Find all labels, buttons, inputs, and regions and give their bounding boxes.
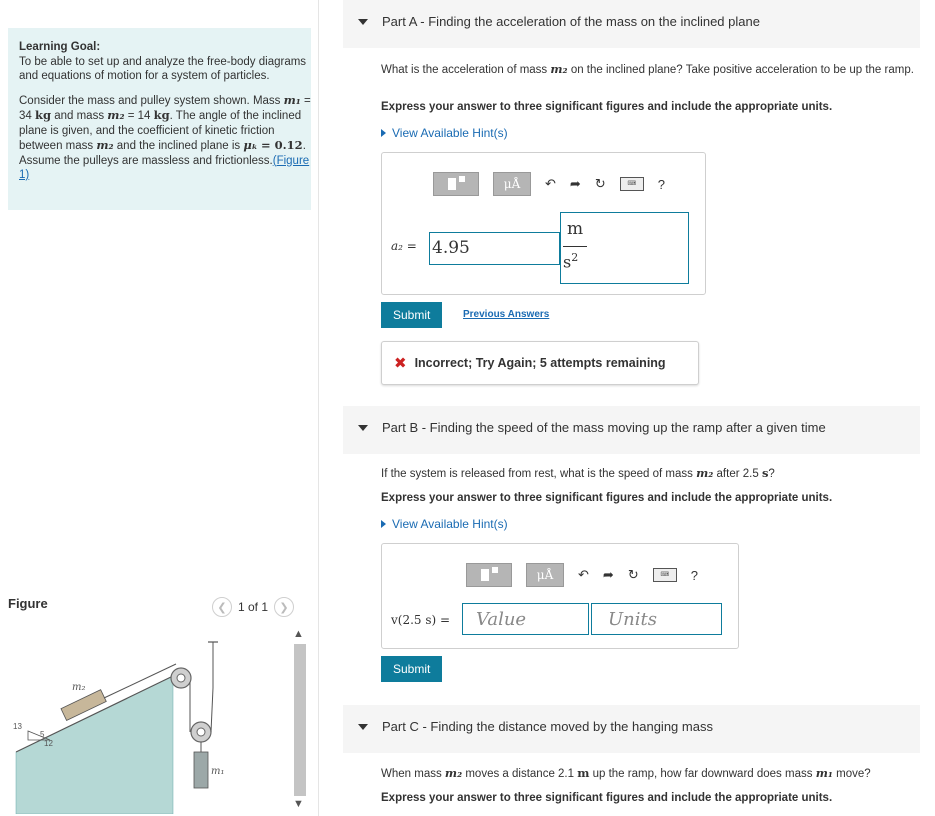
part-c-header[interactable] [343,705,920,753]
collapse-icon [358,724,368,730]
part-b-title: Part B - Finding the speed of the mass moving up the ramp after a given time [382,420,826,435]
reset-icon[interactable]: ↻ [627,567,639,582]
pulley-figure [8,628,288,814]
figure-scrollbar[interactable] [291,628,307,814]
reset-icon[interactable]: ↻ [594,176,606,191]
collapse-icon [358,425,368,431]
part-c-question: When mass m₂ moves a distance 2.1 m up the ramp, how far downward does mass m₁ move? [381,766,871,780]
part-a-toolbar [433,172,665,196]
keyboard-icon[interactable]: ⌨ [653,568,677,582]
part-b-header[interactable] [343,406,920,454]
part-a-header[interactable] [343,0,920,48]
label-m2: m₂ [72,682,86,693]
part-a-answer-box [381,152,706,295]
part-b-question: If the system is released from rest, what is the speed of mass m₂ after 2.5 s? [381,466,775,480]
part-c-title: Part C - Finding the distance moved by the hanging mass [382,719,713,734]
a2-label: a₂ = [391,239,417,253]
figure-pager-label: 1 of 1 [238,600,269,614]
undo-icon[interactable]: ↶ [545,176,556,191]
part-a-submit-button[interactable]: Submit [381,302,442,328]
part-a-hint-link[interactable]: View Available Hint(s) [381,126,508,140]
learning-goal-heading: Learning Goal: [19,41,101,53]
part-c-instruction: Express your answer to three significant figures and include the appropriate units. [381,792,833,804]
label-13: 13 [13,722,22,731]
collapse-icon [358,19,368,25]
next-figure-button[interactable]: ❯ [274,597,294,617]
scrollbar-thumb[interactable] [294,644,306,796]
part-b-toolbar [466,563,698,587]
figure-pager [212,597,294,617]
scroll-up-icon[interactable]: ▲ [293,628,304,640]
v-value-input[interactable]: Value [462,603,589,635]
part-b-submit-button[interactable]: Submit [381,656,442,682]
help-button[interactable]: ? [657,176,665,192]
part-a-question: What is the acceleration of mass m₂ on the inclined plane? Take positive acceleration to be up the ramp. [381,62,914,76]
left-panel [0,0,319,816]
hint-expand-icon [381,129,386,137]
redo-icon[interactable]: ➦ [569,176,581,191]
figure-title: Figure [8,596,48,611]
previous-answers-link[interactable]: Previous Answers [463,309,550,320]
block-m1 [194,752,208,788]
label-5: 5 [40,730,45,739]
label-12: 12 [44,739,53,748]
v-label: v(2.5 s) = [391,613,451,627]
hint-expand-icon [381,520,386,528]
templates-button[interactable] [466,563,512,587]
scroll-down-icon[interactable]: ▼ [293,798,304,810]
part-a-instruction: Express your answer to three significant figures and include the appropriate units. [381,101,833,113]
part-b-answer-box [381,543,739,649]
part-b-instruction: Express your answer to three significant figures and include the appropriate units. [381,492,833,504]
label-m1: m₁ [211,766,225,777]
problem-statement: Consider the mass and pulley system shown. Mass m₁ = 34 kg and mass m₂ = 14 kg. The angle of the inclined plane is given, and the coefficient of kinetic friction between mass m₂ and the inclined plane is μₖ = 0.12. Assume the pulleys are massless and frictionless.(Figure 1) [19,92,311,181]
templates-button[interactable] [433,172,479,196]
incorrect-icon: ✖ [394,355,407,372]
figure-link[interactable]: (Figure 1) [19,154,310,181]
v-units-input[interactable]: Units [591,603,722,635]
symbols-button[interactable]: μÅ [493,172,531,196]
unit-denominator: $s^2$ [563,251,579,272]
part-b-hint-link[interactable]: View Available Hint(s) [381,517,508,531]
learning-goal-intro: To be able to set up and analyze the free-body diagrams and equations of motion for a system of particles. [19,55,307,82]
unit-numerator: m [566,219,584,239]
symbols-button[interactable]: μÅ [526,563,564,587]
a2-value-input[interactable]: 4.95 [429,232,560,265]
prev-figure-button[interactable]: ❮ [212,597,232,617]
undo-icon[interactable]: ↶ [578,567,589,582]
redo-icon[interactable]: ➦ [602,567,614,582]
a2-units-input[interactable] [560,212,689,284]
learning-goal-box [8,28,311,210]
part-a-feedback: ✖ Incorrect; Try Again; 5 attempts remaining [381,341,699,385]
fraction-bar [563,246,587,247]
keyboard-icon[interactable]: ⌨ [620,177,644,191]
help-button[interactable]: ? [690,567,698,583]
part-a-title: Part A - Finding the acceleration of the mass on the inclined plane [382,14,760,29]
